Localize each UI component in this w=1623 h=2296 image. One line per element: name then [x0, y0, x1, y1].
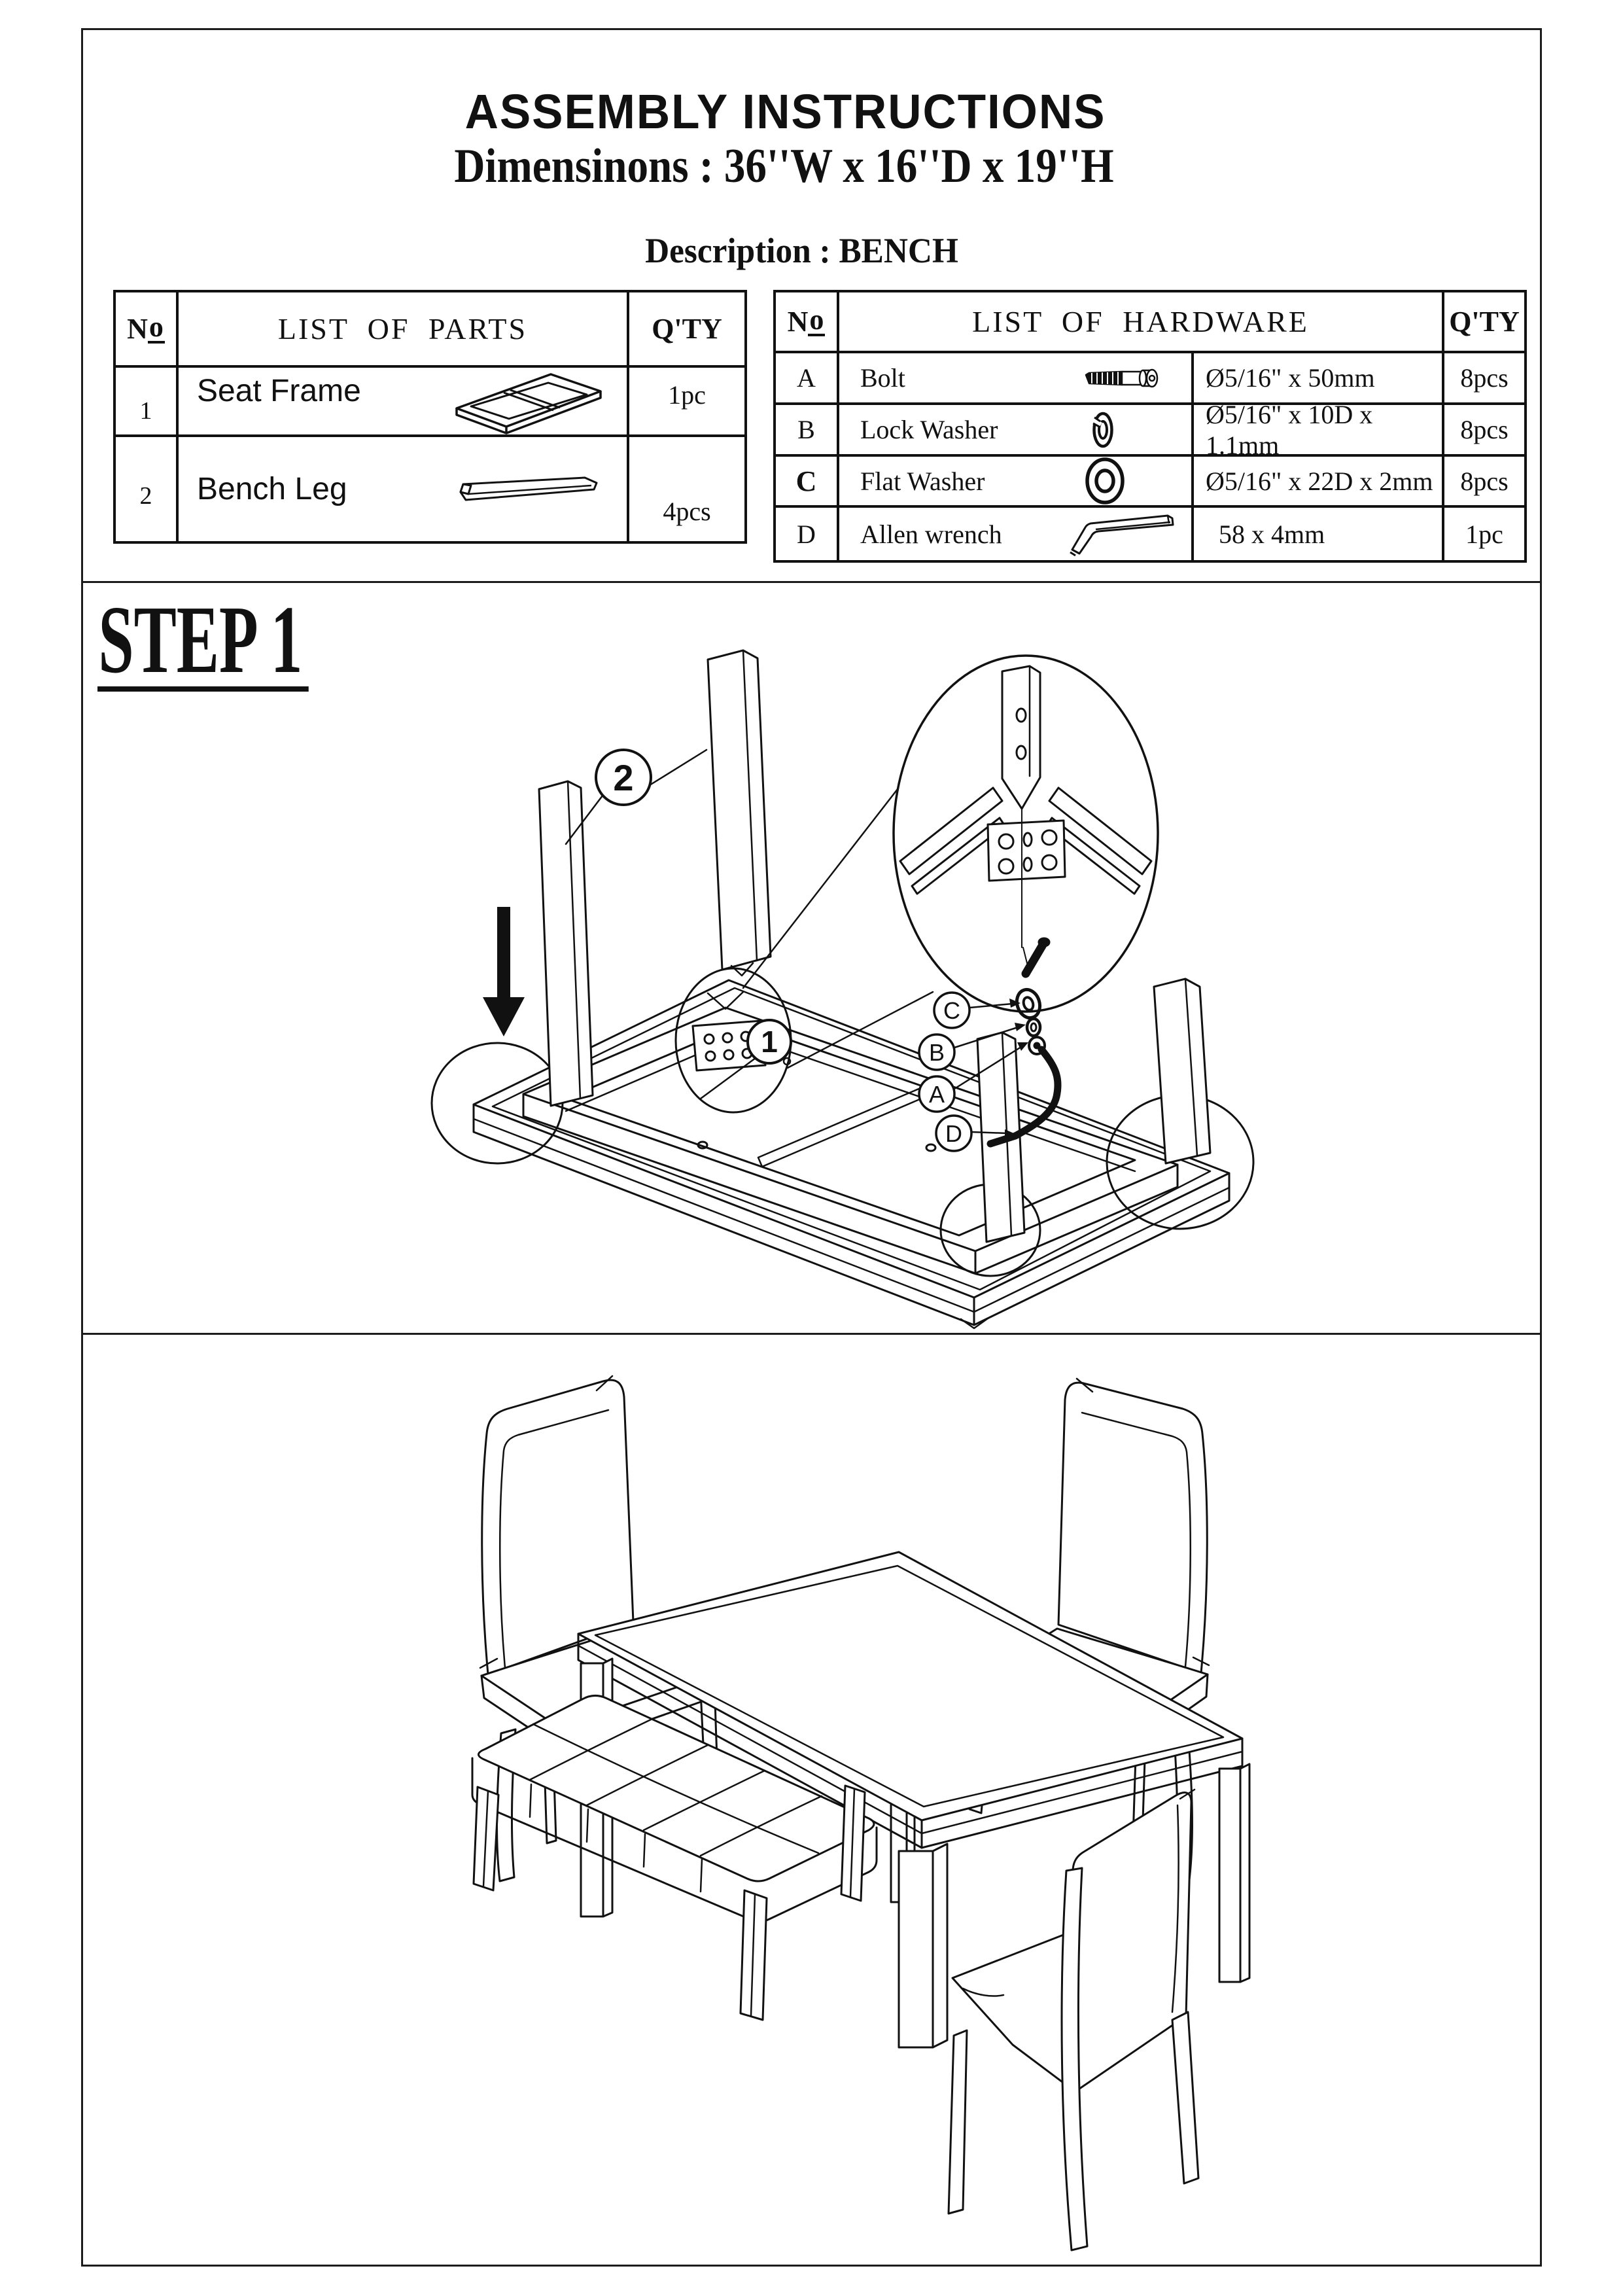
hw-rowD-qty: 1pc: [1465, 519, 1503, 549]
hw-rowC-name-cell: [839, 457, 1194, 508]
step1-diagram: [81, 581, 1542, 1333]
parts-row2-no: 2: [116, 437, 179, 541]
hw-rowA-name: Bolt: [860, 363, 905, 393]
lock-washer-icon: [1092, 411, 1114, 449]
hw-rowD-size: 58 x 4mm: [1194, 508, 1444, 560]
hw-rowA-size: Ø5/16" x 50mm: [1194, 353, 1444, 405]
hw-rowB-no: B: [776, 405, 839, 457]
hw-rowB-size: Ø5/16" x 10D x 1.1mm: [1194, 405, 1444, 457]
callout-hw-a: A: [928, 1081, 945, 1108]
page-title: ASSEMBLY INSTRUCTIONS: [464, 84, 1106, 139]
down-arrow-icon: [483, 907, 525, 1036]
parts-col-qty: Q'TY: [629, 292, 744, 368]
description-line: Description : BENCH: [645, 231, 958, 270]
parts-no-n: N: [127, 313, 148, 345]
hw-col-qty: Q'TY: [1444, 292, 1524, 353]
step1-heading: STEP 1: [97, 601, 309, 692]
chair-front-right: [949, 1790, 1198, 2250]
list-of-parts-table: [113, 290, 747, 544]
hw-col-name: LIST OF HARDWARE: [839, 292, 1444, 353]
list-of-hardware-table: [773, 290, 1527, 563]
parts-row1-no: 1: [116, 368, 179, 437]
parts-row2-name: Bench Leg: [197, 472, 347, 506]
parts-no-o: o: [148, 310, 164, 343]
parts-col-name: LIST OF PARTS: [179, 292, 629, 368]
dimensions-line: Dimensinons : 36''W x 16''D x 19''H: [454, 139, 1114, 193]
allen-wrench-icon: [1070, 509, 1181, 560]
hw-rowB-name-cell: [839, 405, 1194, 457]
parts-row2-qty: 4pcs: [663, 497, 711, 526]
bench-leg-icon: [457, 475, 601, 505]
callout-hw-b: B: [928, 1039, 945, 1066]
parts-row1-name-cell: [179, 368, 629, 437]
hw-rowC-name: Flat Washer: [860, 466, 985, 496]
hw-rowA-name-cell: [839, 353, 1194, 405]
callout-part-2: 2: [613, 757, 634, 798]
assembled-set-diagram: [81, 1333, 1542, 2267]
parts-row2-name-cell: [179, 437, 629, 541]
parts-row1-name: Seat Frame: [197, 374, 361, 408]
flat-washer-icon: [1084, 457, 1126, 505]
hw-no-n: N: [787, 306, 809, 338]
callout-hw-c: C: [943, 997, 960, 1024]
bolt-icon: [1084, 366, 1162, 390]
hw-rowB-qty: 8pcs: [1444, 405, 1524, 457]
hw-rowD-no: D: [776, 508, 839, 560]
hw-rowB-name: Lock Washer: [860, 415, 998, 444]
hw-rowA-no: A: [776, 353, 839, 405]
hw-rowC-size: Ø5/16" x 22D x 2mm: [1194, 457, 1444, 508]
hw-rowC-no: C: [776, 457, 839, 508]
callout-part-1: 1: [761, 1025, 778, 1059]
hw-rowD-name: Allen wrench: [860, 519, 1002, 549]
seat-frame-icon: [453, 369, 604, 434]
hw-no-o: o: [809, 303, 824, 336]
hw-col-no: [776, 292, 839, 353]
callout-hw-d: D: [945, 1120, 962, 1147]
parts-col-no: [116, 292, 179, 368]
hw-rowD-name-cell: [839, 508, 1194, 560]
hw-rowA-qty: 8pcs: [1444, 353, 1524, 405]
hw-rowC-qty: 8pcs: [1444, 457, 1524, 508]
parts-row1-qty: 1pc: [629, 368, 744, 437]
